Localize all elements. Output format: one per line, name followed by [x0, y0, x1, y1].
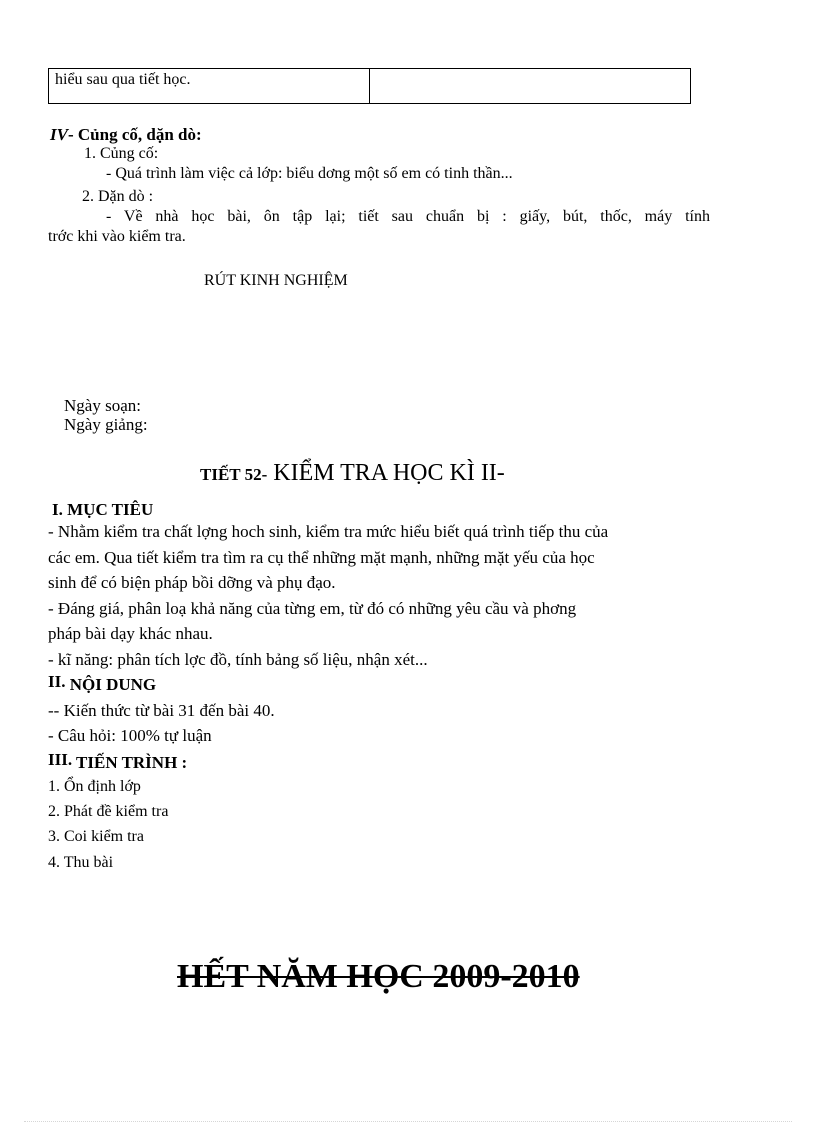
lesson-title-prefix: TIẾT 52-: [200, 465, 268, 484]
section-2-line: -- Kiến thức từ bài 31 đến bài 40.: [48, 701, 275, 720]
lesson-title-main: KIỂM TRA HỌC KÌ II-: [267, 460, 505, 486]
item2-title: 2. Dặn dò :: [82, 188, 154, 205]
item1-title: 1. Củng cố:: [84, 145, 159, 162]
top-table: [48, 68, 691, 104]
bottom-divider: [24, 1121, 792, 1122]
section-iv-numeral: IV: [50, 125, 68, 144]
section-1-line: - Nhằm kiểm tra chất lợng hoch sinh, kiểm tra mức hiểu biết quá trình tiếp thu của: [48, 522, 609, 541]
section-3-line: 3. Coi kiểm tra: [48, 828, 144, 845]
section-3-line: 1. Ổn định lớp: [48, 778, 141, 795]
section-1-line: pháp bài dạy khác nhau.: [48, 624, 213, 643]
end-title: HẾT NĂM HỌC 2009-2010: [177, 958, 580, 995]
rut-kinh-nghiem: RÚT KINH NGHIỆM: [204, 272, 348, 289]
section-2-line: - Câu hỏi: 100% tự luận: [48, 726, 212, 745]
ngay-giang: Ngày giảng:: [64, 415, 148, 434]
section-iv-title: - Củng cố, dặn dò:: [67, 125, 202, 144]
item1-text: - Quá trình làm việc cả lớp: biểu dơng một số em có tinh thần...: [106, 165, 513, 182]
section-2-numeral: II.: [48, 672, 66, 691]
section-1-line: - Đáng giá, phân loạ khả năng của từng em, từ đó có những yêu cầu và phơng: [48, 599, 577, 618]
item2-text-line2: trớc khi vào kiểm tra.: [48, 228, 186, 245]
table-cell-left: hiểu sau qua tiết học.: [49, 69, 370, 104]
section-3-numeral: III.: [48, 750, 73, 769]
ngay-soan: Ngày soạn:: [64, 396, 141, 415]
section-1-line: - kĩ năng: phân tích lợc đồ, tính bảng số liệu, nhận xét...: [48, 650, 428, 669]
section-3-title: TIẾN TRÌNH :: [72, 753, 188, 772]
table-cell-right: [370, 69, 691, 104]
section-3-line: 4. Thu bài: [48, 854, 114, 871]
section-2-title: NỘI DUNG: [65, 675, 157, 694]
lesson-title: [200, 460, 505, 487]
section-1-heading: I. MỤC TIÊU: [52, 500, 154, 519]
section-3-line: 2. Phát đề kiểm tra: [48, 803, 169, 820]
section-1-line: sinh để có biện pháp bồi dỡng và phụ đạo.: [48, 573, 336, 592]
section-2-heading: [48, 674, 156, 696]
section-3-heading: [48, 752, 187, 774]
section-iv-heading: [50, 124, 202, 146]
section-1-line: các em. Qua tiết kiểm tra tìm ra cụ thể những mặt mạnh, những mặt yếu của học: [48, 548, 595, 567]
item2-text-line1: - Về nhà học bài, ôn tập lại; tiết sau chuẩn bị : giấy, bút, thốc, máy tính: [106, 208, 710, 225]
